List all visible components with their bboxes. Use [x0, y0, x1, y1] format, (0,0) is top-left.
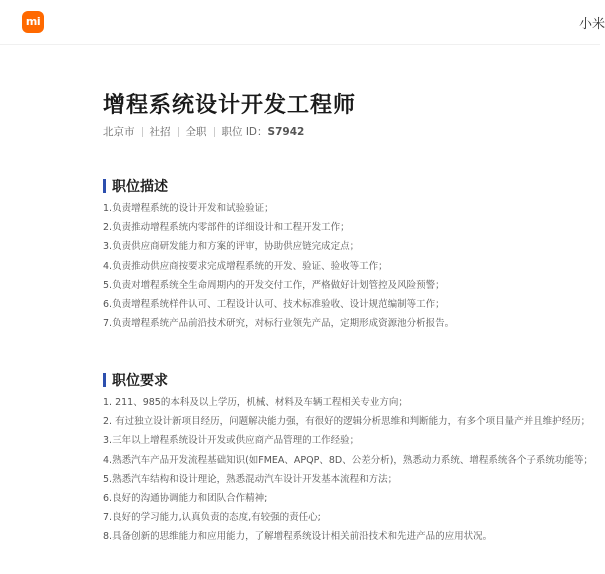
list-item: 4.负责推动供应商按要求完成增程系统的开发、验证、验收等工作； — [103, 260, 388, 272]
list-item: 3.三年以上增程系统设计开发或供应商产品管理的工作经验； — [103, 435, 360, 447]
list-item: 4.熟悉汽车产品开发流程基础知识(如FMEA、APQP、8D、公差分析)，熟悉动力系统、增程系统各个子系统功能等； — [103, 454, 593, 466]
page-title: 增程系统设计开发工程师 — [103, 93, 357, 118]
list-item: 6.良好的沟通协调能力和团队合作精神; — [103, 493, 268, 505]
xiaomi-logo[interactable]: mi — [22, 11, 44, 33]
top-nav-bar — [0, 0, 605, 45]
list-item: 1. 211、985的本科及以上学历，机械、材料及车辆工程相关专业方向； — [103, 397, 408, 408]
list-item: 7.负责增程系统产品前沿技术研究，对标行业领先产品，定期形成资源池分析报告。 — [103, 318, 455, 330]
job-city: 北京市 — [103, 126, 135, 138]
list-item: 1.负责增程系统的设计开发和试验验证； — [103, 203, 274, 214]
heading-accent-bar — [103, 179, 106, 193]
heading-accent-bar — [103, 373, 106, 387]
list-item: 5.负责对增程系统全生命周期内的开发交付工作，严格做好计划管控及风险预警； — [103, 279, 445, 291]
list-item: 2.负责推动增程系统内零部件的详细设计和工程开发工作； — [103, 222, 350, 234]
section-heading-requirements — [103, 370, 168, 390]
section-heading-label: 职位描述 — [112, 179, 168, 195]
list-item: 6.负责增程系统样件认可、工程设计认可、技术标准验收、设计规范编制等工作； — [103, 299, 445, 311]
section-heading-description — [103, 176, 168, 196]
list-item: 8.具备创新的思维能力和应用能力，了解增程系统设计相关前沿技术和先进产品的应用状况。 — [103, 531, 493, 543]
job-id: S7942 — [267, 125, 305, 138]
xiaomi-nav-link[interactable]: 小米 — [579, 17, 605, 32]
job-id-label: 职位 ID： — [221, 126, 268, 138]
meta-divider — [178, 127, 179, 137]
list-item: 5.熟悉汽车结构和设计理论，熟悉混动汽车设计开发基本流程和方法； — [103, 473, 398, 485]
description-list — [103, 199, 454, 333]
list-item: 2. 有过独立设计新项目经历，问题解决能力强，有很好的逻辑分析思维和判断能力，有多个项目量产并且维护经历； — [103, 416, 591, 428]
requirements-list — [103, 393, 593, 547]
meta-divider — [142, 127, 143, 137]
job-meta — [103, 124, 304, 139]
meta-divider — [214, 127, 215, 137]
section-heading-label: 职位要求 — [112, 373, 168, 389]
list-item: 7.良好的学习能力,认真负责的态度,有较强的责任心; — [103, 512, 321, 524]
job-recruit-type: 社招 — [149, 126, 171, 138]
job-employment-type: 全职 — [185, 126, 207, 138]
list-item: 3.负责供应商研发能力和方案的评审，协助供应链完成定点； — [103, 241, 360, 253]
